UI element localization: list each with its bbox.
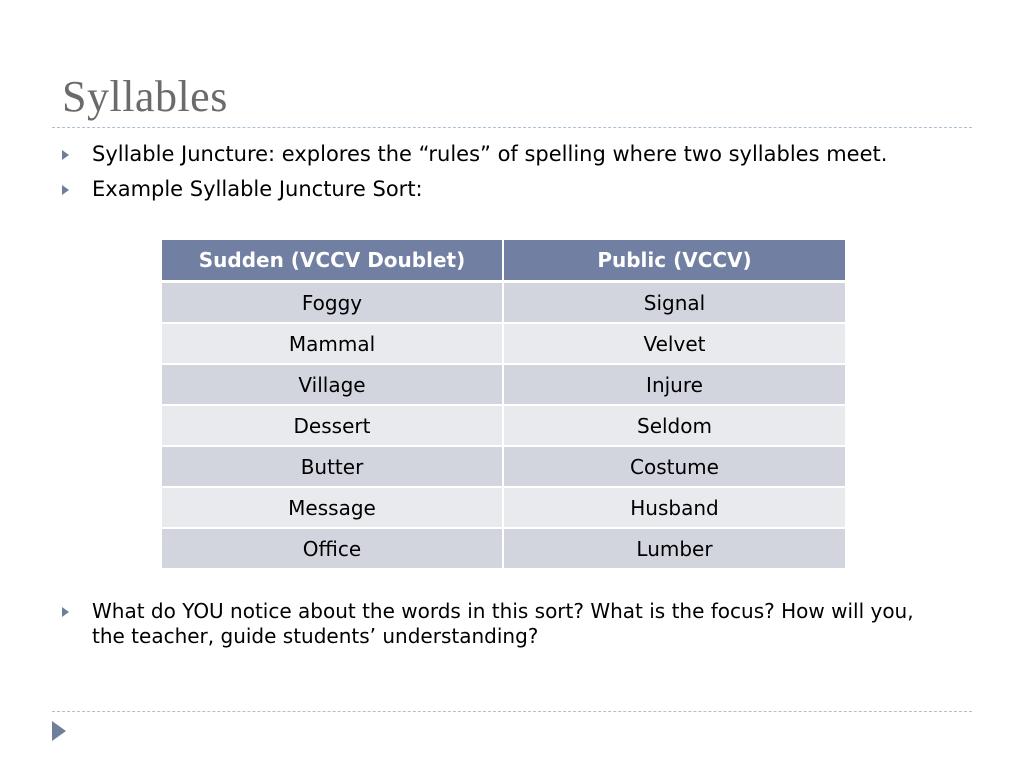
bullet-text: Example Syllable Juncture Sort: — [92, 177, 423, 201]
table-cell: Office — [162, 528, 503, 569]
table-row — [162, 405, 845, 446]
table-cell: Village — [162, 364, 503, 405]
table-header-row — [162, 240, 845, 282]
table-row — [162, 364, 845, 405]
table-cell: Husband — [503, 487, 845, 528]
bullet-arrow-icon — [62, 607, 69, 617]
table-cell: Costume — [503, 446, 845, 487]
table-cell: Seldom — [503, 405, 845, 446]
table-cell: Velvet — [503, 323, 845, 364]
bullet-text: Syllable Juncture: explores the “rules” of spelling where two syllables meet. — [92, 142, 888, 166]
title-divider — [52, 127, 972, 128]
table-cell: Foggy — [162, 282, 503, 324]
bullet-text: What do YOU notice about the words in this sort? What is the focus? How will you, the teacher, guide students’ understanding? — [92, 599, 914, 648]
bullet-arrow-icon — [62, 150, 69, 160]
table-row — [162, 446, 845, 487]
table-cell: Signal — [503, 282, 845, 324]
table-row — [162, 528, 845, 569]
table-cell: Butter — [162, 446, 503, 487]
table-cell: Message — [162, 487, 503, 528]
table-cell: Lumber — [503, 528, 845, 569]
column-header: Sudden (VCCV Doublet) — [162, 240, 503, 282]
footer-divider — [52, 711, 972, 712]
juncture-sort-table — [162, 240, 845, 570]
table-cell: Dessert — [162, 405, 503, 446]
column-header: Public (VCCV) — [503, 240, 845, 282]
table-cell: Mammal — [162, 323, 503, 364]
slide-title: Syllables — [62, 72, 228, 121]
bullet-arrow-icon — [62, 185, 69, 195]
table-cell: Injure — [503, 364, 845, 405]
play-triangle-icon[interactable] — [52, 721, 66, 741]
table-row — [162, 282, 845, 324]
table-row — [162, 323, 845, 364]
table-row — [162, 487, 845, 528]
